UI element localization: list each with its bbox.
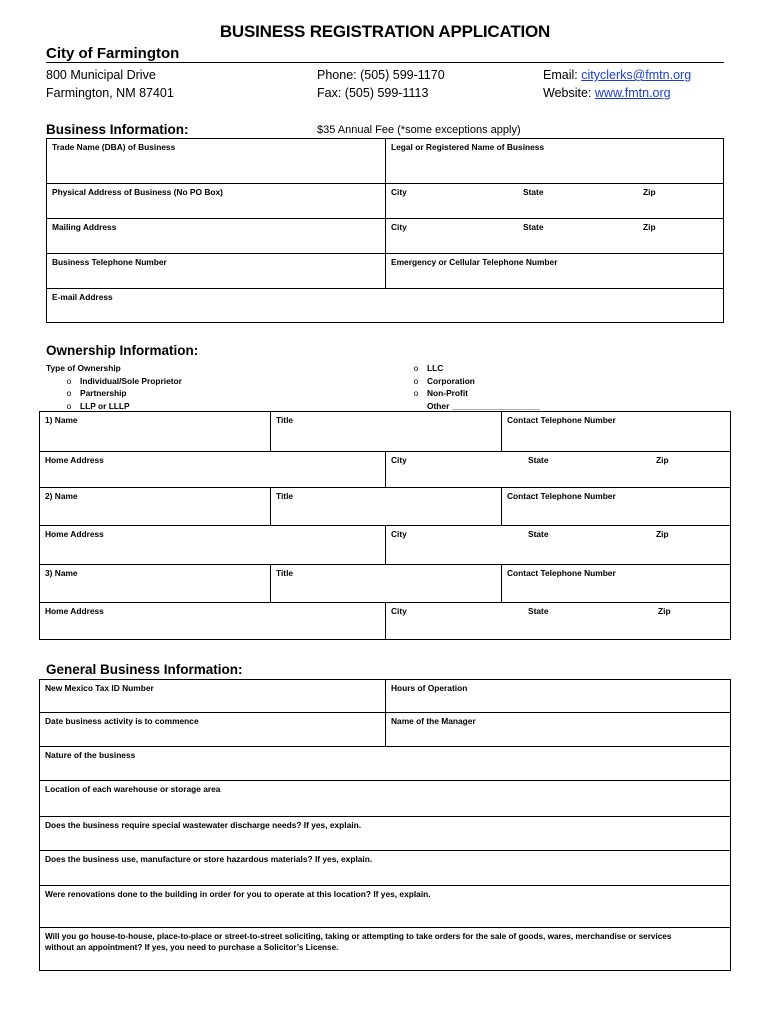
owner3-city-state-zip-field[interactable] [385, 602, 731, 640]
manager-name-field[interactable] [385, 712, 731, 747]
city-label: City [391, 187, 407, 197]
checkbox-bullet-icon: o [413, 388, 419, 398]
state-label: State [528, 455, 549, 465]
checkbox-bullet-icon: o [66, 400, 72, 411]
phone-number: (505) 599-1170 [360, 68, 445, 82]
city-label: City [391, 222, 407, 232]
warehouse-location-label: Location of each warehouse or storage area [45, 784, 221, 794]
renovations-label: Were renovations done to the building in order for you to operate at this location? If yes, explain. [45, 889, 431, 899]
fax-number: (505) 599-1113 [344, 86, 429, 100]
tax-id-label: New Mexico Tax ID Number [45, 683, 154, 693]
home-address-label: Home Address [45, 455, 104, 465]
city-label: City [391, 529, 407, 539]
ownership-option[interactable] [46, 375, 182, 388]
business-phone-label: Business Telephone Number [52, 257, 167, 267]
state-label: State [528, 606, 549, 616]
emergency-phone-field[interactable] [385, 253, 724, 289]
owner2-title-field[interactable] [270, 487, 502, 526]
business-section-title: Business Information: [46, 122, 189, 137]
owner2-phone-field[interactable] [501, 487, 731, 526]
soliciting-label-line1: Will you go house-to-house, place-to-place or street-to-street soliciting, taking or attempting to take orders for the sale of goods, wares, merchandise or services [45, 932, 672, 941]
trade-name-label: Trade Name (DBA) of Business [52, 142, 176, 152]
option-label: Corporation [427, 375, 475, 386]
legal-name-field[interactable] [385, 138, 724, 184]
zip-label: Zip [656, 529, 669, 539]
business-nature-label: Nature of the business [45, 750, 136, 760]
city-name: City of Farmington [46, 45, 180, 62]
commence-date-field[interactable] [39, 712, 386, 747]
city-contact-links [543, 66, 691, 102]
checkbox-bullet-icon: o [66, 388, 72, 398]
website-link[interactable]: www.fmtn.org [594, 86, 671, 100]
form-title: BUSINESS REGISTRATION APPLICATION [219, 22, 551, 41]
owner-name-label: 2) Name [45, 491, 78, 501]
email-link[interactable]: cityclerks@fmtn.org [581, 68, 692, 82]
hazardous-materials-field[interactable] [39, 850, 731, 886]
renovations-field[interactable] [39, 885, 731, 928]
owner-name-label: 1) Name [45, 415, 78, 425]
zip-label: Zip [643, 187, 656, 197]
owner2-city-state-zip-field[interactable] [385, 525, 731, 565]
option-label: Non-Profit [427, 388, 468, 398]
website-label: Website: [543, 86, 592, 100]
physical-address-field[interactable] [46, 183, 386, 219]
owner1-home-address-field[interactable] [39, 451, 386, 488]
owner-name-label: 3) Name [45, 568, 78, 578]
manager-name-label: Name of the Manager [391, 716, 476, 726]
owner3-home-address-field[interactable] [39, 602, 386, 640]
fax-label: Fax: [317, 86, 342, 100]
option-label: Other ___________________ [427, 400, 541, 411]
commence-date-label: Date business activity is to commence [45, 716, 199, 726]
ownership-option[interactable] [405, 387, 540, 400]
option-label: LLC [427, 363, 444, 373]
physical-address-label: Physical Address of Business (No PO Box) [52, 187, 223, 197]
address-line2: Farmington, NM 87401 [46, 86, 174, 100]
business-phone-field[interactable] [46, 253, 386, 289]
physical-city-state-zip-field[interactable] [385, 183, 724, 219]
hours-field[interactable] [385, 679, 731, 713]
city-phone-fax [317, 66, 445, 102]
emergency-phone-label: Emergency or Cellular Telephone Number [391, 257, 558, 267]
soliciting-field[interactable] [39, 927, 731, 971]
checkbox-bullet-icon: o [66, 375, 72, 386]
checkbox-bullet-icon: o [413, 363, 419, 373]
ownership-option[interactable] [405, 375, 540, 388]
home-address-label: Home Address [45, 529, 104, 539]
mailing-address-label: Mailing Address [52, 222, 117, 232]
email-address-field[interactable] [46, 288, 724, 323]
mailing-address-field[interactable] [46, 218, 386, 254]
header-divider [46, 62, 724, 63]
state-label: State [523, 187, 544, 197]
email-address-label: E-mail Address [52, 292, 113, 302]
owner-title-label: Title [276, 491, 294, 501]
general-section-title: General Business Information: [46, 662, 243, 677]
owner3-phone-field[interactable] [501, 564, 731, 603]
home-address-label: Home Address [45, 606, 104, 616]
wastewater-label: Does the business require special wastewater discharge needs? If yes, explain. [45, 820, 362, 830]
checkbox-bullet-icon: o [413, 375, 419, 386]
owner3-title-field[interactable] [270, 564, 502, 603]
state-label: State [528, 529, 549, 539]
city-label: City [391, 606, 407, 616]
owner2-home-address-field[interactable] [39, 525, 386, 565]
zip-label: Zip [656, 455, 669, 465]
owner1-city-state-zip-field[interactable] [385, 451, 731, 488]
ownership-section-title: Ownership Information: [46, 343, 199, 358]
owner3-name-field[interactable] [39, 564, 271, 603]
option-label: Partnership [80, 388, 127, 398]
owner1-phone-field[interactable] [501, 411, 731, 452]
phone-label: Phone: [317, 68, 357, 82]
state-label: State [523, 222, 544, 232]
owner-title-label: Title [276, 415, 294, 425]
ownership-type-right [405, 362, 540, 412]
annual-fee-note: $35 Annual Fee (*some exceptions apply) [317, 124, 521, 136]
wastewater-field[interactable] [39, 816, 731, 851]
owner1-name-field[interactable] [39, 411, 271, 452]
mailing-city-state-zip-field[interactable] [385, 218, 724, 254]
email-label: Email: [543, 68, 578, 82]
ownership-type-left [46, 362, 182, 412]
soliciting-label-line2: without an appointment? If yes, you need to purchase a Solicitor’s License. [45, 943, 339, 952]
ownership-option[interactable] [46, 387, 182, 400]
contact-phone-label: Contact Telephone Number [507, 491, 616, 501]
zip-label: Zip [658, 606, 671, 616]
tax-id-field[interactable] [39, 679, 386, 713]
owner2-name-field[interactable] [39, 487, 271, 526]
owner-title-label: Title [276, 568, 294, 578]
legal-name-label: Legal or Registered Name of Business [391, 142, 545, 152]
contact-phone-label: Contact Telephone Number [507, 415, 616, 425]
ownership-option[interactable] [405, 362, 540, 375]
ownership-type-label: Type of Ownership [46, 363, 121, 373]
hazardous-materials-label: Does the business use, manufacture or store hazardous materials? If yes, explain. [45, 854, 373, 864]
city-label: City [391, 455, 407, 465]
address-line1: 800 Municipal Drive [46, 68, 156, 82]
hours-label: Hours of Operation [391, 683, 468, 693]
contact-phone-label: Contact Telephone Number [507, 568, 616, 578]
business-nature-field[interactable] [39, 746, 731, 781]
option-label: LLP or LLLP [80, 400, 130, 411]
city-address [46, 66, 174, 102]
zip-label: Zip [643, 222, 656, 232]
owner1-title-field[interactable] [270, 411, 502, 452]
warehouse-location-field[interactable] [39, 780, 731, 817]
trade-name-field[interactable] [46, 138, 386, 184]
option-label: Individual/Sole Proprietor [80, 375, 182, 386]
